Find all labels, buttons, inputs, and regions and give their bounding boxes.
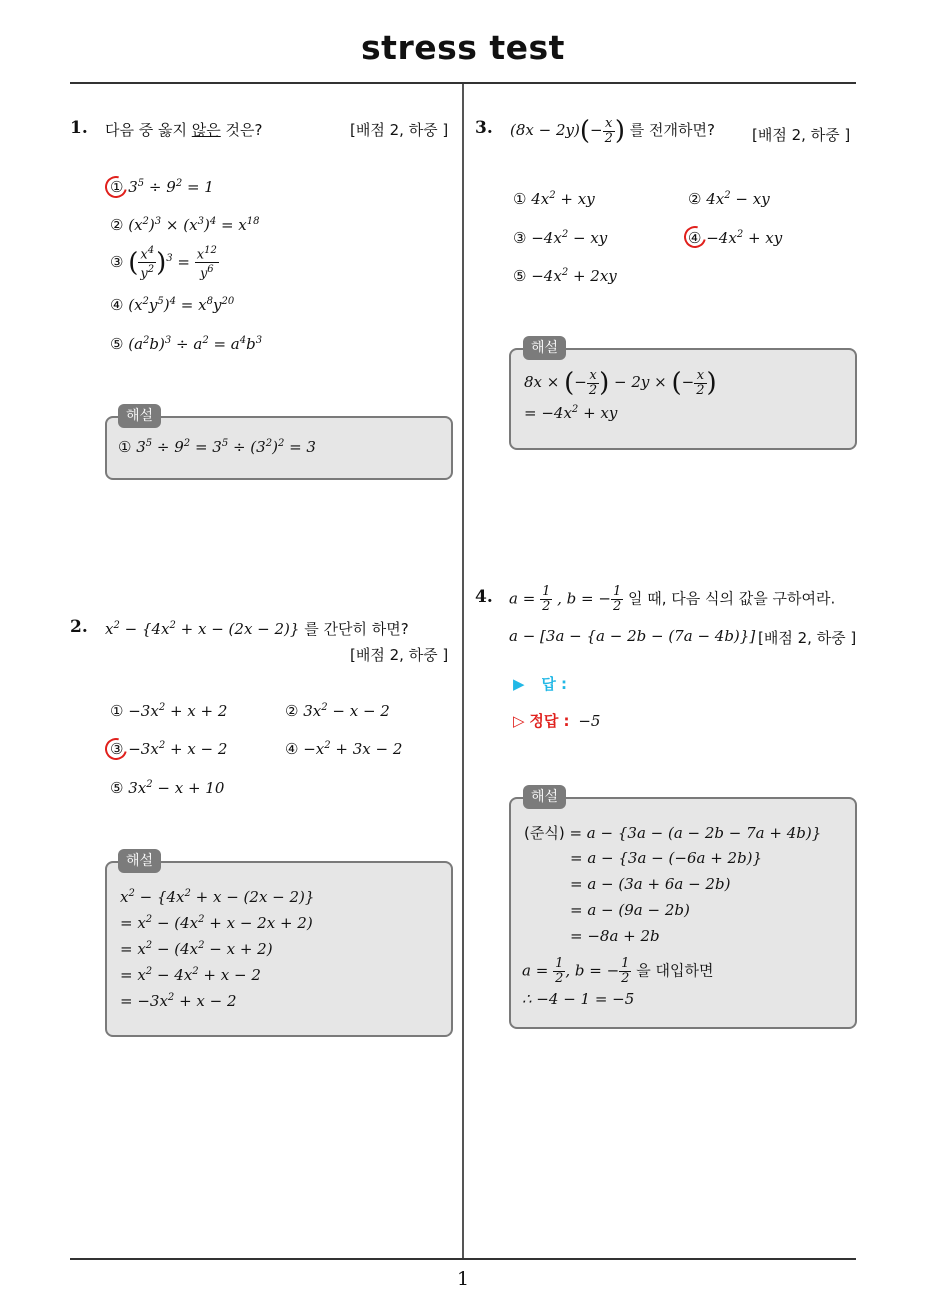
solution-line: (준식) = a − {3a − (a − 2b − 7a + 4b)} [524,824,822,842]
choice-4[interactable]: ④ $(x^2y^5)^4 = x^8y^{20}$ [110,296,235,314]
solution-box [509,348,857,450]
solution-line: = a − (9a − 2b) [570,901,690,919]
score-meta: [배점 2, 하중 ] [350,121,449,139]
solution-line: a = $\frac{1}{2}$ , b = − $\frac{1}{2}$ 을 대입하면 [522,956,714,986]
question-text: 다음 중 옳지 않은 것은? [105,121,263,139]
solution-line: = $x^2 - 4x^2 + x - 2$ [120,966,261,984]
choice-4[interactable]: ④ $-x^2 + 3x - 2$ [285,740,403,758]
score-meta: [배점 2, 하중 ] [758,629,857,647]
solution-line: ∴ −4 − 1 = −5 [522,990,635,1008]
choice-5[interactable]: ⑤ $(a^2b)^3 \div a^2 = a^4b^3$ [110,335,263,353]
solution-line: = a − {3a − (−6a + 2b)} [570,849,763,867]
choice-3[interactable]: ③ ( $\frac{x^4}{y^2}$ )$^3$ = $\frac{x^{12}}{y^6}$ [110,245,217,282]
solution-tag: 해설 [523,785,566,809]
question-number: 3. [475,118,493,138]
solution-line: 8x × (− $\frac{x}{2}$ ) − 2y × (− $\frac{x}{2}$ ) [524,367,717,398]
choice-3[interactable]: ③ $-4x^2$ − xy [513,229,608,247]
question-number: 1. [70,118,88,138]
question-text: a = $\frac{1}{2}$ , b = − $\frac{1}{2}$ 일 때, 다음 식의 값을 구하여라. [509,584,836,614]
page-number: 1 [456,1268,470,1290]
solution-tag: 해설 [118,404,161,428]
answer-field[interactable]: ▶ 답 : [513,675,568,693]
question-expression: a − [3a − {a − 2b − (7a − 4b)}] [509,627,756,645]
choice-3[interactable]: ③ $-3x^2 + x - 2$ [110,740,228,758]
solution-tag: 해설 [523,336,566,360]
correct-answer: ▷ 정답 : −5 [513,712,601,730]
solution-line: = $-4x^2$ + xy [524,404,618,422]
question-text: (8x − 2y)(− $\frac{x}{2}$ ) 를 전개하면? [510,115,715,146]
choice-1[interactable]: ① $4x^2$ + xy [513,190,595,208]
solution-line: ① $3^5 \div 9^2 = 3^5 \div (3^2)^2 = 3$ [118,438,316,456]
footer-rule [70,1258,856,1260]
choice-1[interactable]: ① $3^5 \div 9^2 = 1$ [110,178,214,196]
solution-line: = −8a + 2b [570,927,660,945]
solution-line: $x^2 - \{4x^2 + x - (2x - 2)\}$ [120,888,315,906]
page-title: stress test [361,28,565,67]
choice-1[interactable]: ① $-3x^2 + x + 2$ [110,702,228,720]
choice-4[interactable]: ④ $-4x^2$ + xy [688,229,783,247]
question-text: $x^2 - \{4x^2 + x - (2x - 2)\}$ 를 간단히 하면? [105,620,409,638]
question-number: 4. [475,587,493,607]
choice-2[interactable]: ② $(x^2)^3 \times (x^3)^4 = x^{18}$ [110,216,260,234]
column-divider [462,84,464,1260]
choice-2[interactable]: ② $4x^2$ − xy [688,190,770,208]
choice-5[interactable]: ⑤ $-4x^2 + 2xy$ [513,267,617,285]
solution-line: = $x^2 - (4x^2 - x + 2)$ [120,940,273,958]
solution-line: = a − (3a + 6a − 2b) [570,875,731,893]
choice-2[interactable]: ② $3x^2 - x - 2$ [285,702,390,720]
question-number: 2. [70,617,88,637]
score-meta: [배점 2, 하중 ] [752,126,851,144]
play-arrow-icon: ▶ [513,675,525,693]
solution-line: = $x^2 - (4x^2 + x - 2x + 2)$ [120,914,313,932]
choice-5[interactable]: ⑤ $3x^2 - x + 10$ [110,779,225,797]
solution-line: = $-3x^2 + x - 2$ [120,992,237,1010]
solution-tag: 해설 [118,849,161,873]
score-meta: [배점 2, 하중 ] [350,646,449,664]
outline-arrow-icon: ▷ [513,712,525,730]
